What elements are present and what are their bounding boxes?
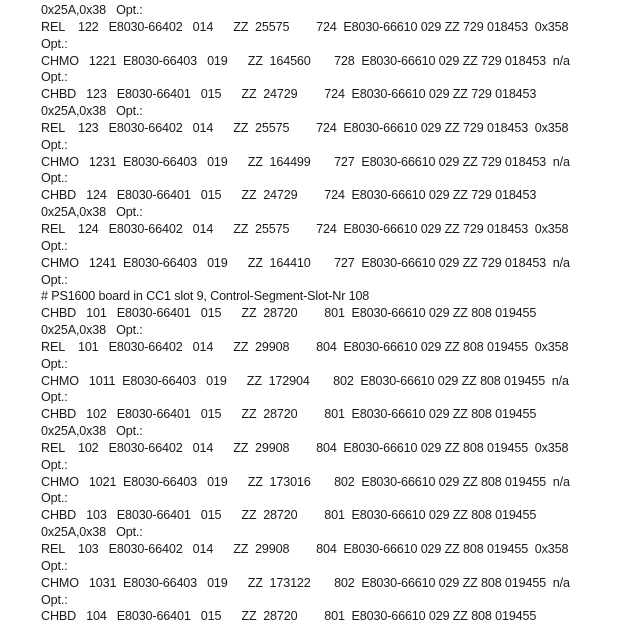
text-line: Opt.: (41, 70, 68, 85)
text-line: Opt.: (41, 137, 68, 152)
text-line: CHBD 101 E8030-66401 015 ZZ 28720 801 E8030-66610 029 ZZ 808 019455 (41, 306, 537, 321)
text-line: CHMO 1031 E8030-66403 019 ZZ 173122 802 E8030-66610 029 ZZ 808 019455 n/a (41, 575, 570, 590)
text-line: CHBD 102 E8030-66401 015 ZZ 28720 801 E8030-66610 029 ZZ 808 019455 (41, 407, 537, 422)
text-line: Opt.: (41, 171, 68, 186)
text-line: REL 103 E8030-66402 014 ZZ 29908 804 E8030-66610 029 ZZ 808 019455 0x358 (41, 542, 569, 556)
text-line: 0x25A,0x38 Opt.: (41, 424, 143, 439)
text-line: Opt.: (41, 592, 68, 607)
text-line: Opt.: (41, 558, 68, 573)
text-line: REL 101 E8030-66402 014 ZZ 29908 804 E8030-66610 029 ZZ 808 019455 0x358 (41, 339, 569, 354)
text-line: Opt.: (41, 491, 68, 506)
text-line: Opt.: (41, 457, 68, 472)
text-line: CHBD 104 E8030-66401 015 ZZ 28720 801 E8030-66610 029 ZZ 808 019455 (41, 609, 537, 624)
text-line: CHMO 1241 E8030-66403 019 ZZ 164410 727 E8030-66610 029 ZZ 729 018453 n/a (41, 255, 570, 270)
text-line: Opt.: (41, 238, 68, 253)
text-line: 0x25A,0x38 Opt.: (41, 104, 143, 119)
text-line: Opt.: (41, 36, 68, 51)
text-line: CHMO 1221 E8030-66403 019 ZZ 164560 728 E8030-66610 029 ZZ 729 018453 n/a (41, 53, 570, 68)
text-line: CHBD 103 E8030-66401 015 ZZ 28720 801 E8030-66610 029 ZZ 808 019455 (41, 508, 537, 523)
text-line: REL 122 E8030-66402 014 ZZ 25575 724 E8030-66610 029 ZZ 729 018453 0x358 (41, 19, 569, 34)
text-line: CHBD 124 E8030-66401 015 ZZ 24729 724 E8030-66610 029 ZZ 729 018453 (41, 188, 537, 203)
text-line: CHMO 1011 E8030-66403 019 ZZ 172904 802 E8030-66610 029 ZZ 808 019455 n/a (41, 373, 569, 388)
section-comment: # PS1600 board in CC1 slot 9, Control-Segment-Slot-Nr 108 (41, 289, 370, 304)
text-line: CHMO 1021 E8030-66403 019 ZZ 173016 802 E8030-66610 029 ZZ 808 019455 n/a (41, 474, 570, 489)
text-line: 0x25A,0x38 Opt.: (41, 323, 143, 338)
document-body (41, 2, 625, 625)
text-line: Opt.: (41, 272, 68, 287)
text-line: Opt.: (41, 390, 68, 405)
text-line: REL 102 E8030-66402 014 ZZ 29908 804 E8030-66610 029 ZZ 808 019455 0x358 (41, 440, 569, 455)
text-line: REL 123 E8030-66402 014 ZZ 25575 724 E8030-66610 029 ZZ 729 018453 0x358 (41, 120, 569, 135)
text-line: Opt.: (41, 356, 68, 371)
text-line: REL 124 E8030-66402 014 ZZ 25575 724 E8030-66610 029 ZZ 729 018453 0x358 (41, 221, 569, 236)
text-line: 0x25A,0x38 Opt.: (41, 205, 143, 220)
text-line: CHMO 1231 E8030-66403 019 ZZ 164499 727 E8030-66610 029 ZZ 729 018453 n/a (41, 154, 570, 169)
text-line: 0x25A,0x38 Opt.: (41, 525, 143, 540)
text-line: CHBD 123 E8030-66401 015 ZZ 24729 724 E8030-66610 029 ZZ 729 018453 (41, 87, 537, 102)
text-line: 0x25A,0x38 Opt.: (41, 3, 143, 17)
